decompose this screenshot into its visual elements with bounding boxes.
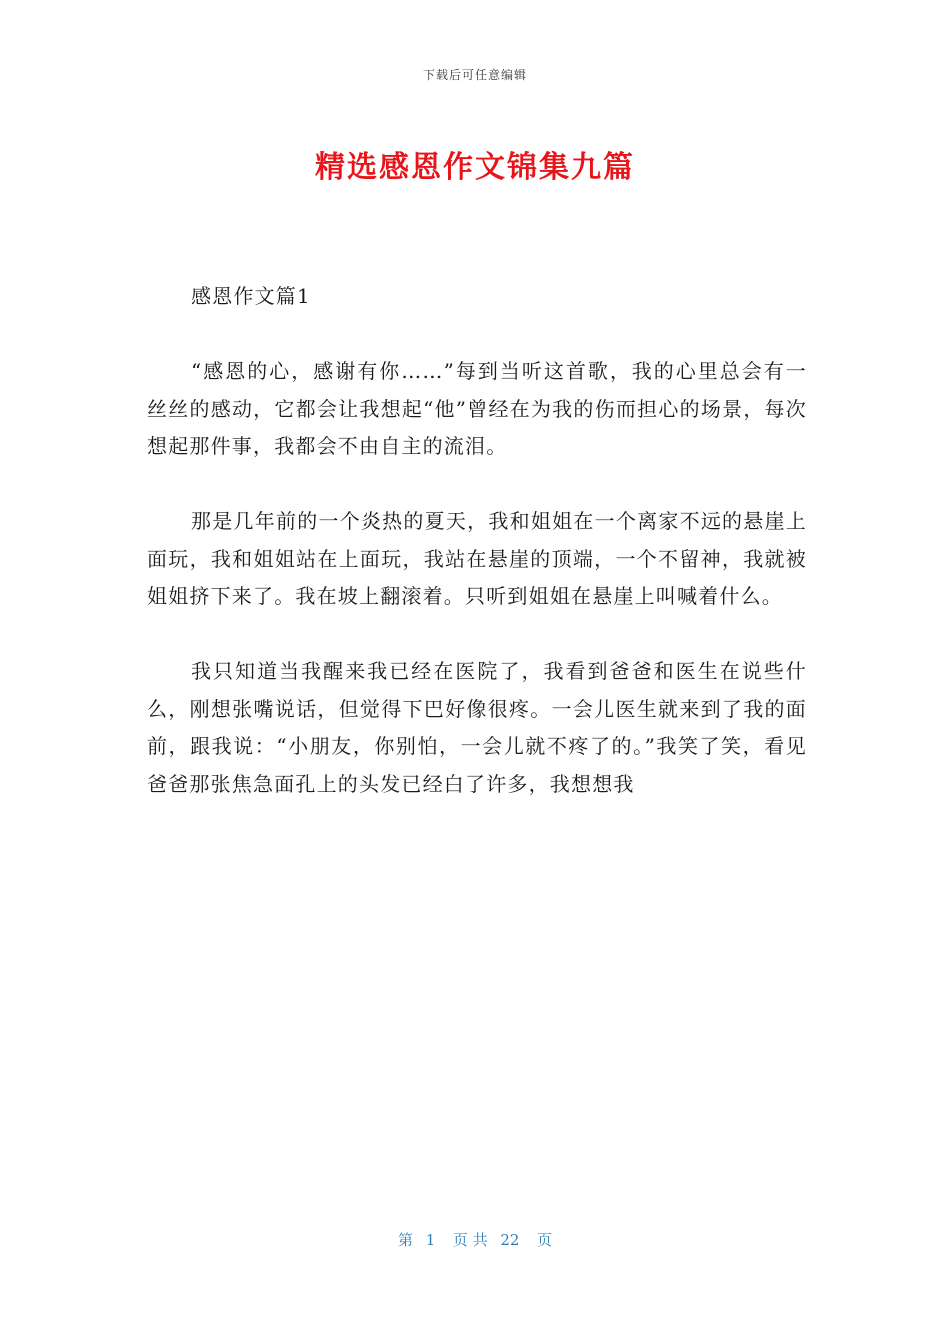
total-pages: 22	[500, 1231, 520, 1249]
page-suffix: 页	[537, 1231, 553, 1249]
paragraph-1: “感恩的心，感谢有你……”每到当听这首歌，我的心里总会有一丝丝的感动，它都会让我想起“他”曾经在为我的伤而担心的场景，每次想起那件事，我都会不由自主的流泪。	[147, 359, 807, 458]
section-heading: 感恩作文篇1	[191, 284, 311, 308]
paragraph-3: 我只知道当我醒来我已经在医院了，我看到爸爸和医生在说些什么，刚想张嘴说话，但觉得下巴好像很疼。一会儿医生就来到了我的面前，跟我说：“小朋友，你别怕，一会儿就不疼了的。”我笑了笑，看见爸爸那张焦急面孔上的头发已经白了许多，我想想我	[147, 659, 807, 796]
page-prefix: 第	[397, 1231, 413, 1249]
header-note: 下载后可任意编辑	[422, 68, 527, 82]
document-title: 精选感恩作文锦集九篇	[315, 150, 635, 185]
document-body	[147, 278, 807, 841]
paragraph-2: 那是几年前的一个炎热的夏天，我和姐姐在一个离家不远的悬崖上面玩，我和姐姐站在上面玩，我站在悬崖的顶端，一个不留神，我就被姐姐挤下来了。我在坡上翻滚着。只听到姐姐在悬崖上叫喊着什么。	[147, 509, 807, 608]
page-footer	[0, 1229, 950, 1250]
page-middle: 页 共	[452, 1231, 488, 1249]
page-number: 1	[425, 1231, 436, 1249]
